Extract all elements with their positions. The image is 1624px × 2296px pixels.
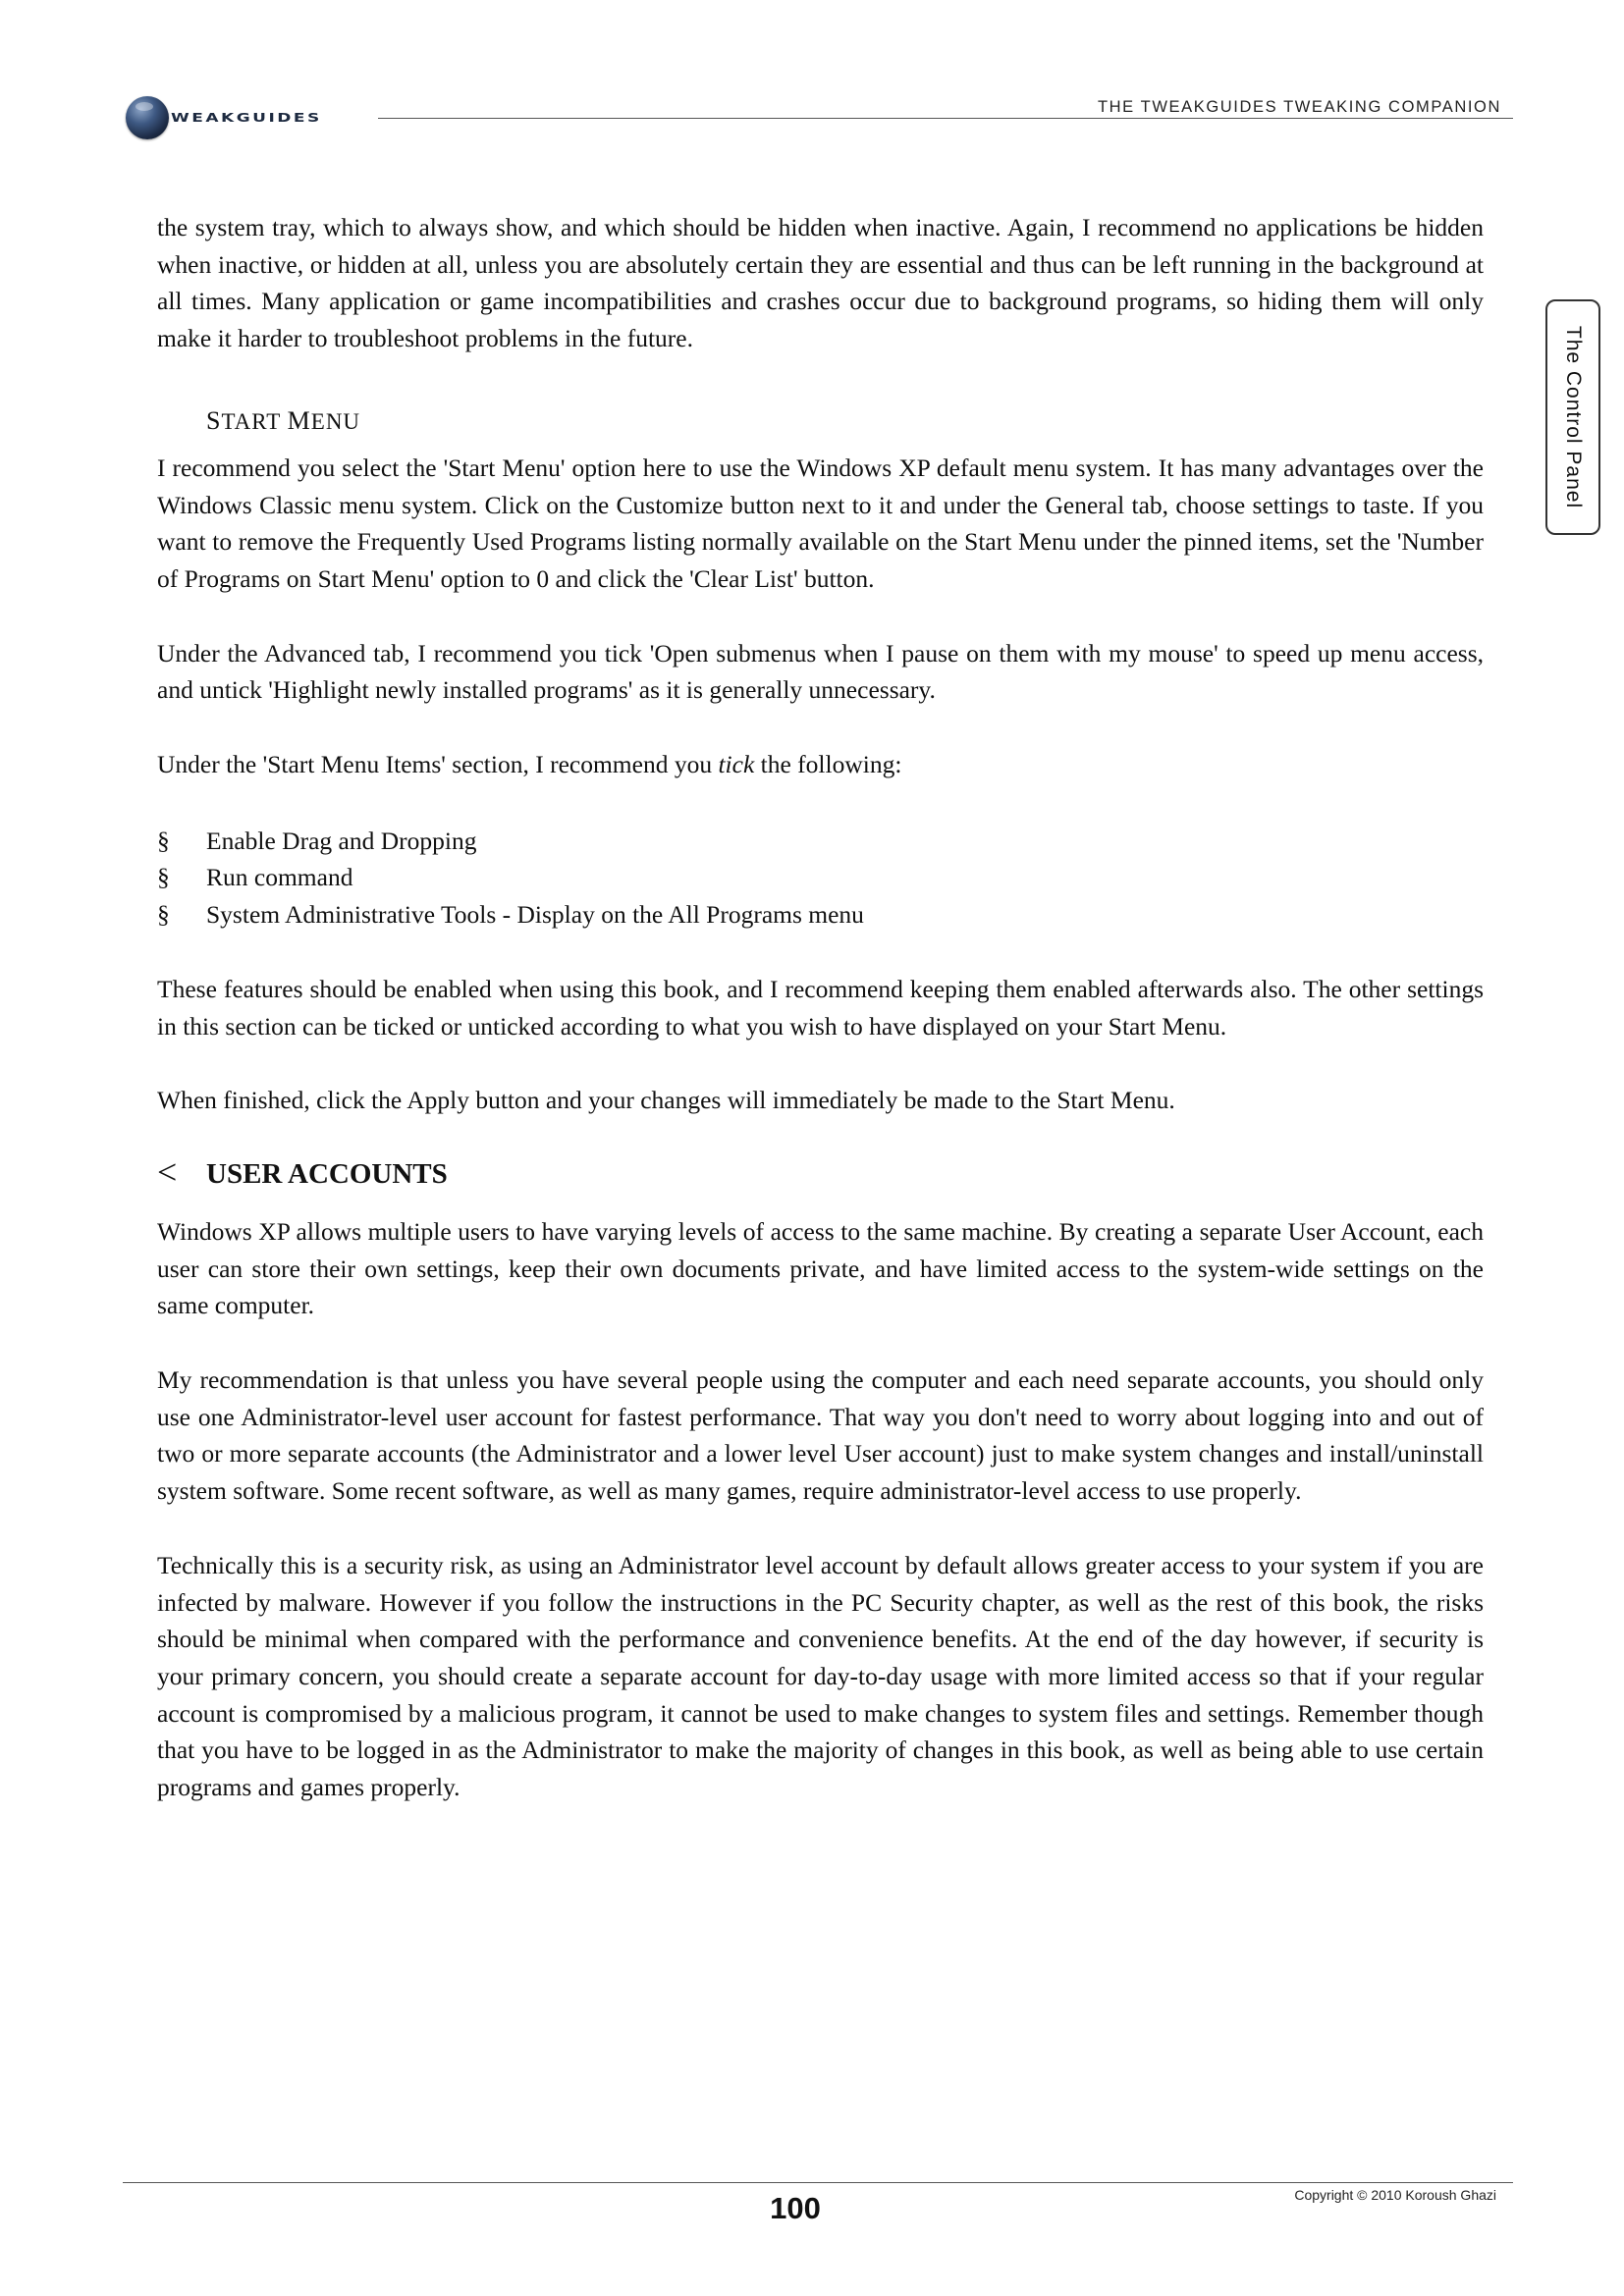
intro-paragraph: the system tray, which to always show, and which should be hidden when inactive. Again, I recommend no applications be hidden when inactive, or hidden at all, unless you are absolutely certain they are essential and thus can be left running in the background at all times. Many application or game incompatibilities and crashes occur due to background programs, so hiding them will only make it harder to troubleshoot problems in the future. bbox=[157, 213, 1484, 353]
list-item-text: System Administrative Tools - Display on the All Programs menu bbox=[206, 900, 864, 930]
user-accounts-paragraph-3: Technically this is a security risk, as using an Administrator level account by default allows greater access to your system if you are infected by malware. However if you follow the instructions in the PC Security chapter, as well as the rest of this book, the risks should be minimal when compared with the performance and convenience benefits. At the end of the day however, if security is your primary concern, you should create a separate account for day-to-day usage with more limited access so that if your regular account is compromised by a malicious program, it cannot be used to make changes to system files and settings. Remember though that you have to be logged in as the Administrator to make the majority of changes in this book, as well as being able to use certain programs and games properly. bbox=[157, 1550, 1484, 1802]
footer-rule bbox=[123, 2182, 1513, 2183]
user-accounts-heading bbox=[157, 1151, 1484, 1194]
subheading-initial-m: M bbox=[287, 405, 311, 435]
user-accounts-paragraph-1: Windows XP allows multiple users to have varying levels of access to the same machine. By creating a separate User Account, each user can store their own settings, keep their own documents private, and have limited access to the system-wide settings on the same computer. bbox=[157, 1216, 1484, 1320]
page-header bbox=[0, 0, 1624, 137]
section-bullet-icon: § bbox=[157, 826, 170, 855]
logo-text: WEAKGUIDES bbox=[171, 110, 322, 126]
paragraph-3-text-after: the following: bbox=[754, 750, 902, 779]
subheading-initial-s: S bbox=[206, 405, 222, 435]
page-body bbox=[157, 209, 1484, 1806]
list-item bbox=[157, 823, 1484, 860]
user-accounts-heading-text: USER ACCOUNTS bbox=[206, 1157, 448, 1190]
start-menu-paragraph-2: Under the Advanced tab, I recommend you tick 'Open submenus when I pause on them with my mouse' to speed up menu access, and untick 'Highlight newly installed programs' as it is generally unnecessary. bbox=[157, 638, 1484, 705]
page-number: 100 bbox=[770, 2191, 821, 2225]
paragraph-3-emphasis: tick bbox=[718, 750, 755, 779]
start-menu-paragraph-5: When finished, click the Apply button and your changes will immediately be made to the Start Menu. bbox=[157, 1086, 1175, 1115]
tweakguides-logo bbox=[126, 93, 322, 142]
start-menu-items-list bbox=[157, 823, 1484, 934]
list-item-text: Run command bbox=[206, 863, 353, 892]
start-menu-subheading bbox=[157, 406, 1484, 436]
subheading-part-1: TART bbox=[221, 408, 288, 434]
paragraph-3-text-before: Under the 'Start Menu Items' section, I recommend you bbox=[157, 750, 719, 779]
start-menu-paragraph-1: I recommend you select the 'Start Menu' option here to use the Windows XP default menu system. It has many advantages over the Windows Classic menu system. Click on the Customize button next to it and under the General tab, choose settings to taste. If you want to remove the Frequently Used Programs listing normally available on the Start Menu under the pinned items, set the 'Number of Programs on Start Menu' option to 0 and click the 'Clear List' button. bbox=[157, 453, 1484, 593]
section-arrow-icon: < bbox=[157, 1151, 178, 1192]
chapter-side-tab-label: The Control Panel bbox=[1562, 325, 1585, 509]
section-bullet-icon: § bbox=[157, 900, 170, 930]
subheading-part-2: ENU bbox=[310, 408, 361, 434]
chapter-side-tab bbox=[1545, 299, 1600, 535]
copyright-notice: Copyright © 2010 Koroush Ghazi bbox=[1294, 2187, 1496, 2203]
start-menu-paragraph-3 bbox=[157, 746, 1484, 783]
user-accounts-paragraph-2: My recommendation is that unless you have several people using the computer and each need separate accounts, you should only use one Administrator-level user account for fastest performance. That way you don't need to worry about logging into and out of two or more separate accounts (the Administrator and a lower level User account) just to make system changes and install/uninstall system software. Some recent software, as well as many games, require administrator-level access to use properly. bbox=[157, 1365, 1484, 1506]
list-item bbox=[157, 859, 1484, 896]
list-item-text: Enable Drag and Dropping bbox=[206, 826, 477, 855]
header-rule bbox=[378, 118, 1513, 119]
logo-globe-icon bbox=[126, 96, 169, 139]
list-item bbox=[157, 896, 1484, 934]
header-title: THE TWEAKGUIDES TWEAKING COMPANION bbox=[1097, 98, 1501, 116]
start-menu-paragraph-4: These features should be enabled when using this book, and I recommend keeping them enabled afterwards also. The other settings in this section can be ticked or unticked according to what you wish to have displayed on your Start Menu. bbox=[157, 974, 1484, 1041]
section-bullet-icon: § bbox=[157, 863, 170, 892]
